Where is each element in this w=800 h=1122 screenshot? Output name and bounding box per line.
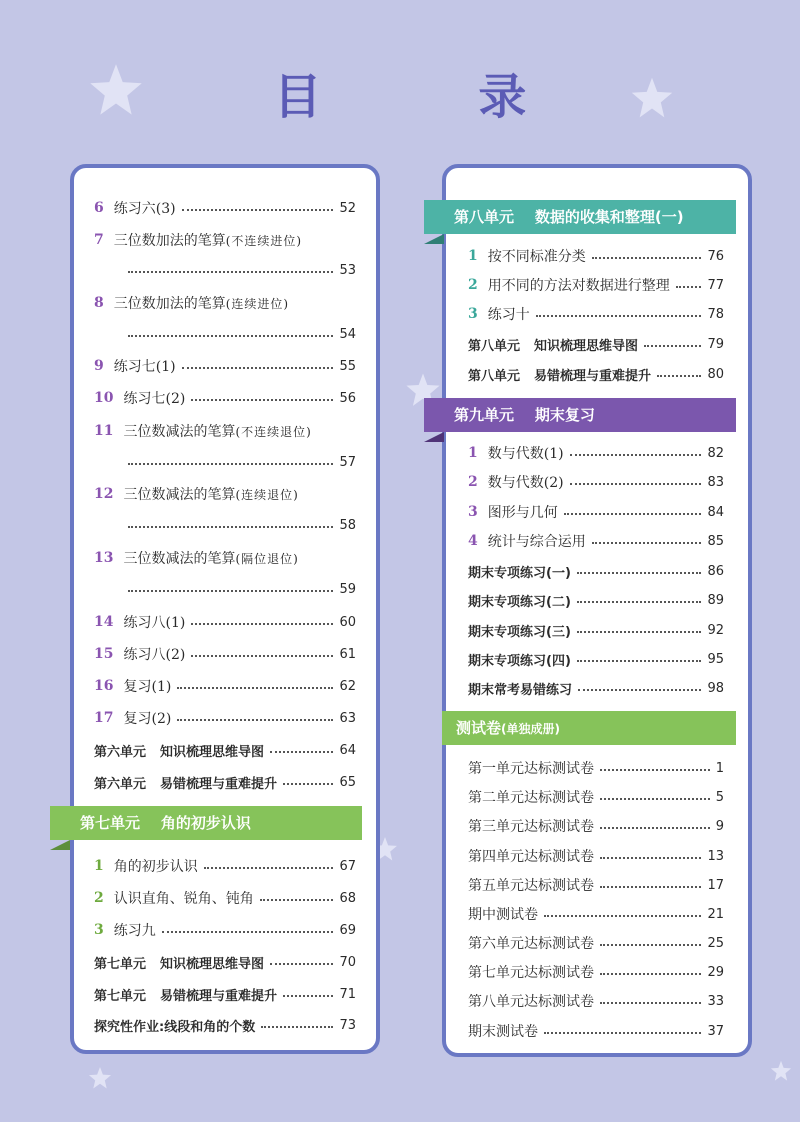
page-title: 目 录 (273, 69, 597, 125)
entry-title: 练习十 (487, 307, 530, 323)
entry-title: 数与代数(2) (487, 475, 564, 491)
toc-entry[interactable] (94, 420, 356, 442)
toc-entry-final-errors[interactable] (468, 677, 724, 699)
toc-entry-unit6-review[interactable] (94, 771, 356, 793)
toc-entry-final-practice[interactable] (468, 560, 724, 582)
entry-number: 2 (94, 890, 104, 906)
entry-title: 三位数减法的笔算 (123, 551, 236, 567)
entry-title: 练习六(3) (113, 201, 176, 217)
toc-entry[interactable] (468, 303, 724, 325)
entry-number: 6 (94, 200, 104, 216)
banner-subtitle: (单独成册) (501, 722, 560, 736)
entry-page: 76 (707, 248, 724, 264)
toc-entry[interactable] (94, 229, 356, 251)
entry-unit: 第七单元 (94, 988, 147, 1004)
entry-page: 86 (707, 563, 724, 579)
leader-dots (600, 827, 710, 829)
entry-title: 期末专项练习(一) (468, 565, 571, 581)
leader-dots (261, 1026, 333, 1028)
leader-dots (600, 769, 710, 771)
entry-number: 2 (468, 474, 478, 490)
entry-page: 98 (707, 680, 724, 696)
banner-unit: 第八单元 (454, 208, 515, 226)
leader-dots (177, 719, 333, 721)
entry-page: 54 (339, 326, 356, 342)
leader-dots (128, 463, 333, 465)
leader-dots (128, 590, 333, 592)
entry-page: 53 (339, 262, 356, 278)
toc-entry[interactable] (94, 643, 356, 665)
toc-entry[interactable] (94, 887, 356, 909)
leader-dots (204, 867, 334, 869)
leader-dots (128, 271, 333, 273)
leader-dots (600, 857, 701, 859)
leader-dots (592, 257, 702, 259)
toc-entry-continuation[interactable] (128, 323, 356, 345)
toc-entry-continuation[interactable] (128, 451, 356, 473)
leader-dots (592, 542, 702, 544)
toc-entry-test[interactable] (468, 757, 724, 779)
entry-number: 12 (94, 486, 114, 502)
entry-number: 15 (94, 646, 114, 662)
entry-number: 17 (94, 710, 114, 726)
leader-dots (270, 963, 333, 965)
entry-title: 三位数加法的笔算 (113, 233, 226, 249)
entry-page: 9 (715, 818, 724, 834)
toc-entry[interactable] (468, 530, 724, 552)
entry-page: 13 (707, 848, 724, 864)
banner-fold (424, 234, 444, 244)
entry-number: 8 (94, 295, 104, 311)
entry-title: 三位数减法的笔算 (123, 424, 236, 440)
toc-entry-final-practice[interactable] (468, 648, 724, 670)
unit9-banner[interactable] (424, 398, 736, 432)
leader-dots (191, 623, 333, 625)
toc-entry-unit8-mindmap[interactable] (468, 333, 724, 355)
entry-number: 11 (94, 423, 114, 439)
leader-dots (162, 931, 334, 933)
entry-title: 第四单元达标测试卷 (468, 849, 594, 865)
banner-fold (50, 840, 70, 850)
entry-number: 3 (468, 504, 478, 520)
entry-page: 73 (339, 1017, 356, 1033)
entry-unit: 第六单元 (94, 744, 147, 760)
toc-entry-unit7-review[interactable] (94, 983, 356, 1005)
banner-unit: 第九单元 (454, 406, 515, 424)
entry-page: 5 (715, 789, 724, 805)
entry-page: 69 (339, 922, 356, 938)
leader-dots (564, 513, 702, 515)
leader-dots (570, 454, 702, 456)
toc-entry-test[interactable] (468, 990, 724, 1012)
entry-page: 25 (707, 935, 724, 951)
entry-number: 14 (94, 614, 114, 630)
entry-number: 3 (468, 306, 478, 322)
entry-number: 9 (94, 358, 104, 374)
entry-unit: 第八单元 (468, 368, 521, 384)
banner-title: 角的初步认识 (160, 814, 251, 832)
entry-page: 52 (339, 200, 356, 216)
entry-title: 角的初步认识 (113, 859, 198, 875)
toc-entry[interactable] (468, 442, 724, 464)
entry-title: 第五单元达标测试卷 (468, 878, 594, 894)
entry-page: 37 (707, 1023, 724, 1039)
entry-title: 复习(2) (123, 711, 172, 727)
unit8-banner[interactable] (424, 200, 736, 234)
entry-note: (不连续进位) (225, 233, 303, 248)
entry-title: 第六单元达标测试卷 (468, 936, 594, 952)
leader-dots (270, 751, 333, 753)
toc-entry-continuation[interactable] (128, 578, 356, 600)
entry-title: 练习八(1) (123, 615, 186, 631)
entry-page: 84 (707, 504, 724, 520)
leader-dots (283, 783, 333, 785)
entry-title: 统计与综合运用 (487, 534, 586, 550)
leader-dots (128, 335, 333, 337)
toc-entry[interactable] (94, 611, 356, 633)
entry-page: 56 (339, 390, 356, 406)
entry-page: 95 (707, 651, 724, 667)
toc-entry-continuation[interactable] (128, 514, 356, 536)
entry-title: 按不同标准分类 (487, 249, 586, 265)
entry-title: 复习(1) (123, 679, 172, 695)
entry-number: 1 (468, 445, 478, 461)
entry-page: 83 (707, 474, 724, 490)
entry-page: 65 (339, 774, 356, 790)
entry-number: 13 (94, 550, 114, 566)
entry-page: 29 (707, 964, 724, 980)
star-icon (770, 1060, 792, 1082)
entry-page: 62 (339, 678, 356, 694)
entry-title: 知识梳理思维导图 (534, 338, 639, 354)
toc-entry-continuation[interactable] (128, 259, 356, 281)
toc-entry-project[interactable] (94, 1014, 356, 1036)
entry-number: 4 (468, 533, 478, 549)
entry-title: 三位数减法的笔算 (123, 487, 236, 503)
toc-entry[interactable] (468, 274, 724, 296)
entry-number: 1 (94, 858, 104, 874)
toc-entry-unit8-review[interactable] (468, 363, 724, 385)
entry-page: 57 (339, 454, 356, 470)
entry-title: 数与代数(1) (487, 446, 564, 462)
entry-number: 10 (94, 390, 114, 406)
entry-number: 3 (94, 922, 104, 938)
entry-title: 三位数加法的笔算 (113, 296, 226, 312)
toc-entry-unit6-mindmap[interactable] (94, 739, 356, 761)
entry-page: 70 (339, 954, 356, 970)
toc-entry-test[interactable] (468, 815, 724, 837)
toc-entry[interactable] (94, 855, 356, 877)
entry-page: 78 (707, 306, 724, 322)
entry-title: 图形与几何 (487, 505, 558, 521)
leader-dots (182, 367, 334, 369)
toc-entry-final-practice[interactable] (468, 589, 724, 611)
entry-unit: 第六单元 (94, 776, 147, 792)
entry-title: 期末常考易错练习 (468, 682, 573, 698)
entry-page: 85 (707, 533, 724, 549)
leader-dots (600, 886, 701, 888)
entry-title: 练习九 (113, 923, 156, 939)
entry-page: 21 (707, 906, 724, 922)
entry-title: 易错梳理与重难提升 (160, 776, 278, 792)
toc-entry-test[interactable] (468, 903, 724, 925)
entry-title: 用不同的方法对数据进行整理 (487, 278, 670, 294)
toc-entry-test[interactable] (468, 932, 724, 954)
leader-dots (600, 798, 710, 800)
toc-entry[interactable] (468, 501, 724, 523)
entry-title: 练习七(1) (113, 359, 176, 375)
entry-page: 1 (715, 760, 724, 776)
toc-entry-final-practice[interactable] (468, 619, 724, 641)
entry-title: 第一单元达标测试卷 (468, 761, 594, 777)
toc-entry[interactable] (94, 675, 356, 697)
toc-entry[interactable] (94, 707, 356, 729)
banner-title: 测试卷 (456, 719, 502, 737)
entry-page: 33 (707, 993, 724, 1009)
entry-note: (隔位退位) (235, 551, 299, 566)
entry-note: (连续进位) (225, 296, 290, 311)
toc-entry[interactable] (468, 471, 724, 493)
toc-entry[interactable] (94, 197, 356, 219)
entry-title: 知识梳理思维导图 (160, 744, 265, 760)
entry-title: 练习八(2) (123, 647, 186, 663)
banner-title: 数据的收集和整理(一) (534, 208, 684, 226)
leader-dots (577, 660, 702, 662)
entry-number: 7 (94, 232, 104, 248)
toc-entry-test[interactable] (468, 1020, 724, 1042)
leader-dots (577, 631, 702, 633)
leader-dots (577, 572, 702, 574)
toc-entry-test[interactable] (468, 786, 724, 808)
entry-title: 认识直角、锐角、钝角 (113, 891, 254, 907)
entry-title: 探究性作业:线段和角的个数 (94, 1019, 256, 1035)
entry-page: 71 (339, 986, 356, 1002)
entry-page: 89 (707, 592, 724, 608)
banner-unit: 第七单元 (80, 814, 141, 832)
entry-unit: 第八单元 (468, 338, 521, 354)
entry-page: 17 (707, 877, 724, 893)
entry-title: 期末测试卷 (468, 1024, 538, 1040)
toc-entry[interactable] (94, 919, 356, 941)
leader-dots (283, 995, 333, 997)
entry-page: 61 (339, 646, 356, 662)
toc-entry[interactable] (468, 245, 724, 267)
entry-page: 68 (339, 890, 356, 906)
entry-page: 79 (707, 336, 724, 352)
leader-dots (570, 483, 702, 485)
toc-entry[interactable] (94, 355, 356, 377)
entry-title: 期中测试卷 (468, 907, 538, 923)
leader-dots (128, 526, 333, 528)
toc-entry[interactable] (94, 483, 356, 505)
leader-dots (191, 399, 333, 401)
unit7-banner[interactable] (50, 806, 362, 840)
tests-banner[interactable] (442, 711, 736, 745)
banner-title: 期末复习 (534, 406, 595, 424)
entry-note: (连续退位) (235, 487, 299, 502)
toc-entry-test[interactable] (468, 961, 724, 983)
leader-dots (177, 687, 333, 689)
banner-fold (424, 432, 444, 442)
entry-title: 易错梳理与重难提升 (534, 368, 652, 384)
leader-dots (577, 601, 702, 603)
leader-dots (182, 209, 334, 211)
leader-dots (544, 915, 701, 917)
entry-title: 易错梳理与重难提升 (160, 988, 278, 1004)
entry-title: 知识梳理思维导图 (160, 956, 265, 972)
entry-title: 第七单元达标测试卷 (468, 965, 594, 981)
entry-title: 期末专项练习(三) (468, 624, 571, 640)
entry-page: 63 (339, 710, 356, 726)
entry-title: 期末专项练习(二) (468, 594, 571, 610)
entry-page: 67 (339, 858, 356, 874)
leader-dots (676, 286, 702, 288)
toc-entry-unit7-mindmap[interactable] (94, 951, 356, 973)
entry-number: 1 (468, 248, 478, 264)
leader-dots (600, 944, 701, 946)
entry-page: 82 (707, 445, 724, 461)
leader-dots (600, 973, 701, 975)
entry-title: 第三单元达标测试卷 (468, 819, 594, 835)
entry-title: 期末专项练习(四) (468, 653, 571, 669)
entry-page: 77 (707, 277, 724, 293)
leader-dots (644, 345, 701, 347)
entry-page: 64 (339, 742, 356, 758)
leader-dots (260, 899, 334, 901)
leader-dots (536, 315, 702, 317)
toc-entry[interactable] (94, 292, 356, 314)
leader-dots (600, 1002, 701, 1004)
entry-number: 16 (94, 678, 114, 694)
leader-dots (191, 655, 333, 657)
entry-page: 59 (339, 581, 356, 597)
toc-entry-test[interactable] (468, 845, 724, 867)
entry-page: 55 (339, 358, 356, 374)
toc-entry-test[interactable] (468, 874, 724, 896)
entry-page: 80 (707, 366, 724, 382)
entry-page: 58 (339, 517, 356, 533)
toc-entry[interactable] (94, 387, 356, 409)
toc-entry[interactable] (94, 547, 356, 569)
entry-unit: 第七单元 (94, 956, 147, 972)
entry-title: 第八单元达标测试卷 (468, 994, 594, 1010)
entry-page: 60 (339, 614, 356, 630)
entry-title: 第二单元达标测试卷 (468, 790, 594, 806)
leader-dots (657, 375, 701, 377)
leader-dots (544, 1032, 701, 1034)
entry-note: (不连续退位) (235, 424, 312, 439)
entry-number: 2 (468, 277, 478, 293)
star-icon (88, 1066, 112, 1090)
leader-dots (578, 689, 701, 691)
entry-title: 练习七(2) (123, 391, 186, 407)
entry-page: 92 (707, 622, 724, 638)
